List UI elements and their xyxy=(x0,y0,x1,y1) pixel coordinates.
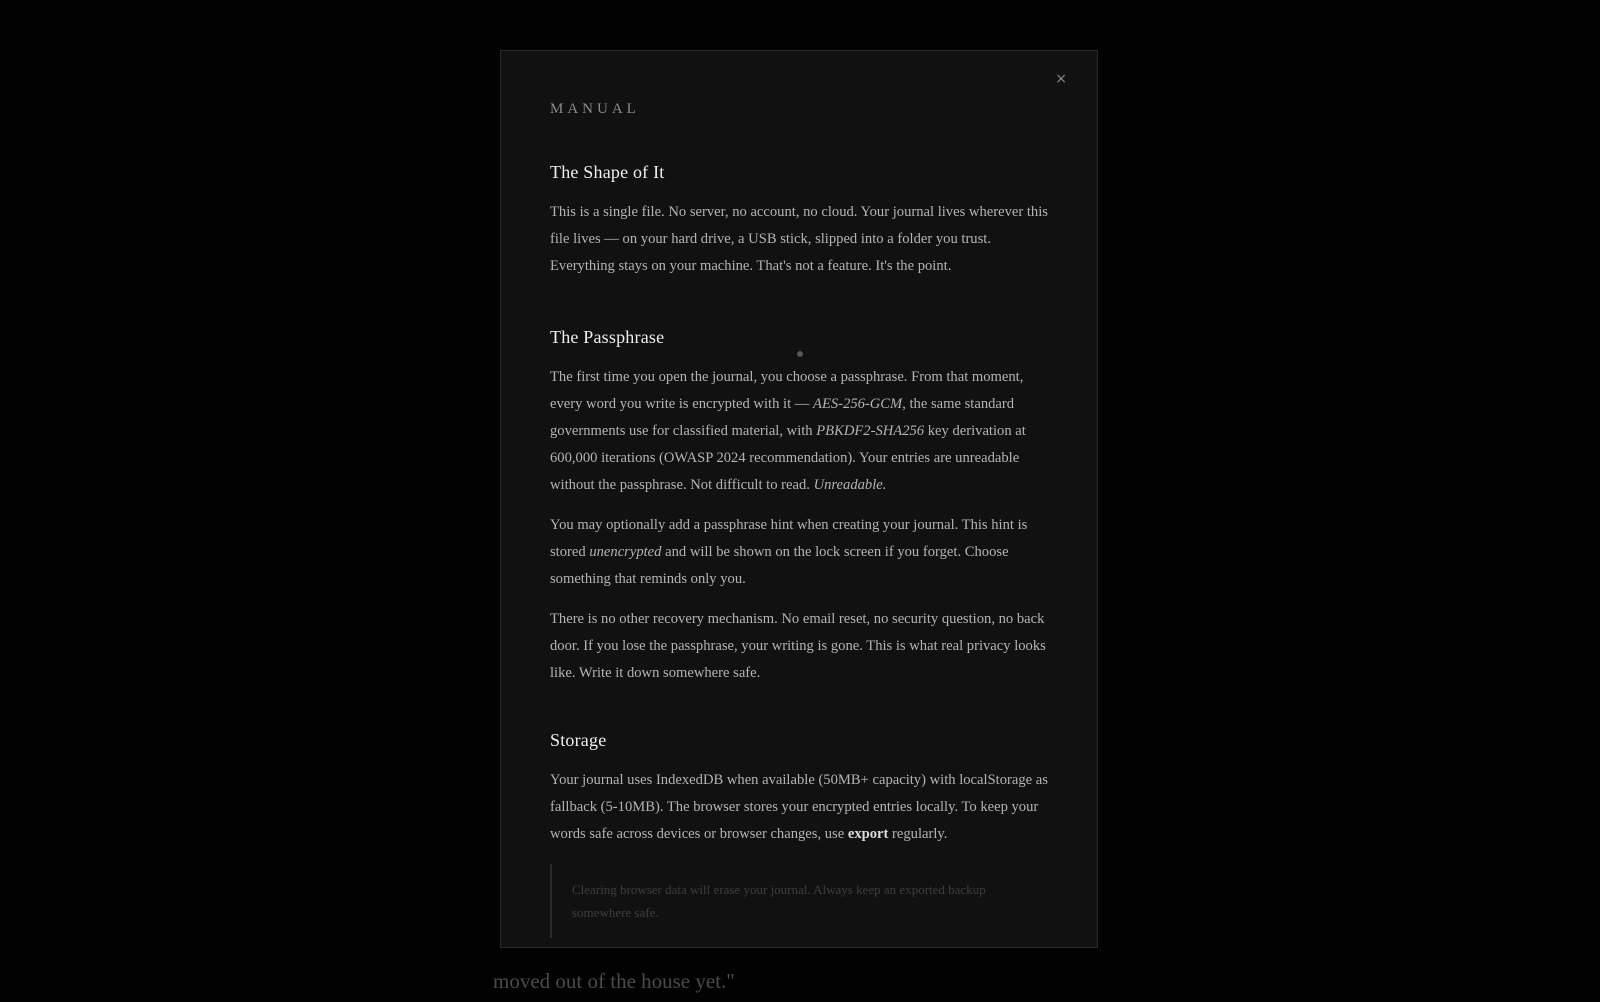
section-heading-shape: The Shape of It xyxy=(550,162,665,182)
passphrase-paragraph-3: There is no other recovery mechanism. No email reset, no security question, no back door. If you lose the passphrase, your writing is gone. This is what real privacy looks like. Write it down somewhere safe. xyxy=(550,611,1046,681)
storage-warning-callout: Clearing browser data will erase your journal. Always keep an exported backup somewhere safe. xyxy=(550,864,1050,938)
manual-modal xyxy=(500,50,1098,948)
export-keyword: export xyxy=(847,826,889,842)
section-heading-storage: Storage xyxy=(550,730,607,750)
close-icon[interactable]: × xyxy=(1055,71,1067,87)
passphrase-paragraph-2: You may optionally add a passphrase hint when creating your journal. This hint is stored unencrypted and will be shown on the lock screen if you forget. Choose something that reminds only you. xyxy=(550,517,1028,587)
manual-content xyxy=(550,101,1050,938)
background-trailing-text: moved out of the house yet." xyxy=(493,969,735,993)
section-heading-passphrase: The Passphrase xyxy=(550,327,665,347)
passphrase-paragraph-1: The first time you open the journal, you choose a passphrase. From that moment, every word you write is encrypted with it — AES-256-GCM, the same standard governments use for classified material, with PBKDF2-SHA256 key derivation at 600,000 iterations (OWASP 2024 recommendation). Your entries are unreadable without the passphrase. Not difficult to read. Unreadable. xyxy=(550,369,1026,493)
manual-eyebrow: MANUAL xyxy=(550,101,640,117)
cursor-dot xyxy=(797,351,803,357)
storage-paragraph-1: Your journal uses IndexedDB when available (50MB+ capacity) with localStorage as fallback (5-10MB). The browser stores your encrypted entries locally. To keep your words safe across devices or browser changes, use export regularly. xyxy=(550,772,1048,842)
section-shape-paragraph: This is a single file. No server, no account, no cloud. Your journal lives wherever this file lives — on your hard drive, a USB stick, slipped into a folder you trust. Everything stays on your machine. That's not a feature. It's the point. xyxy=(550,204,1048,274)
